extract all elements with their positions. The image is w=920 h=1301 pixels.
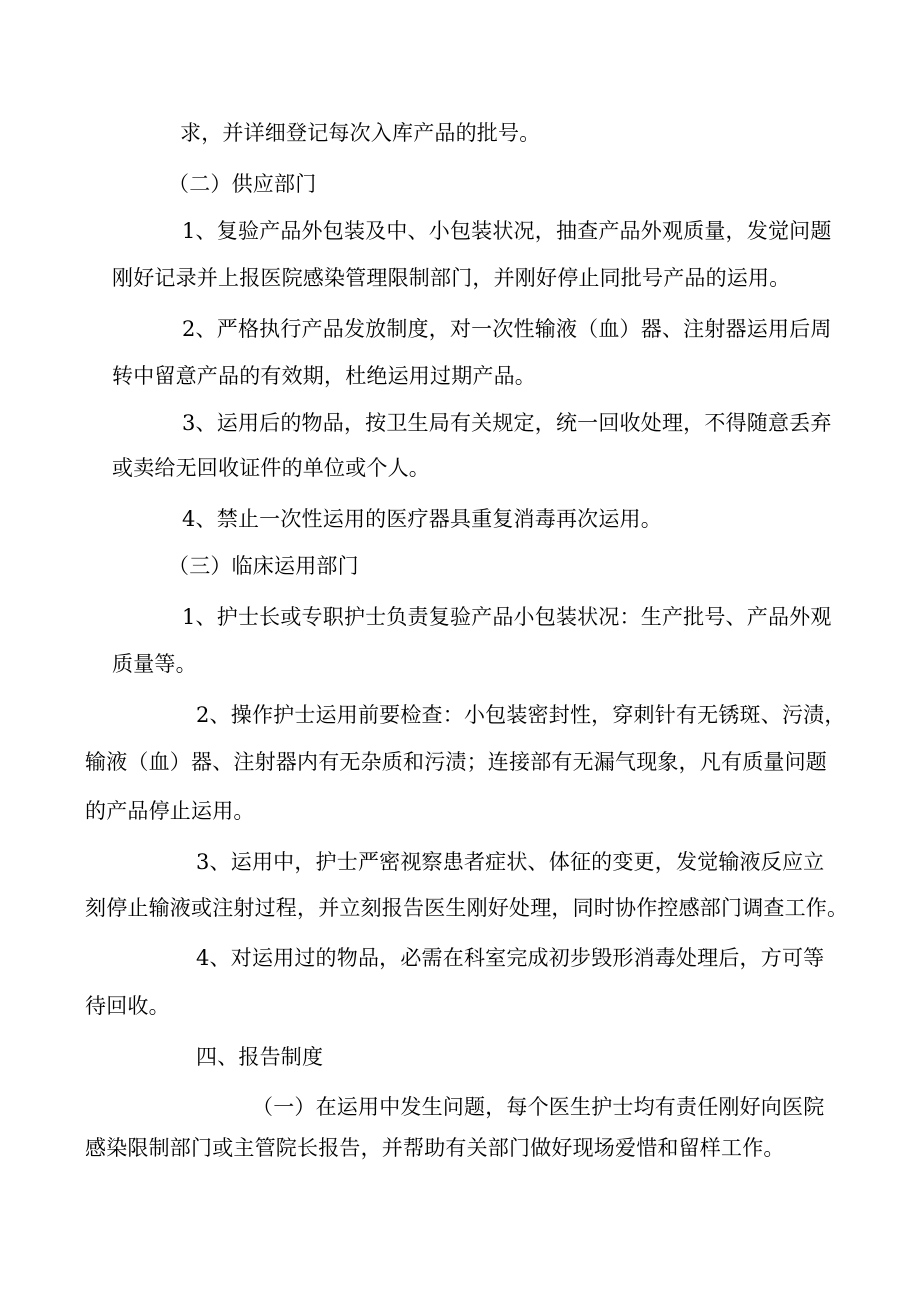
text-line: 刻停止输液或注射过程，并立刻报告医生刚好处理，同时协作控感部门调查工作。 [85,896,849,920]
text-line: 4、禁止一次性运用的医疗器具重复消毒再次运用。 [182,507,662,531]
text-line: 转中留意产品的有效期，杜绝运用过期产品。 [112,364,536,388]
text-line: 待回收。 [85,994,170,1018]
section-heading: （二）供应部门 [168,172,317,196]
section-heading: （三）临床运用部门 [168,554,359,578]
text-line: 3、运用后的物品，按卫生局有关规定，统一回收处理，不得随意丢弃 [182,411,832,435]
section-heading: 四、报告制度 [196,1045,324,1069]
text-line: 质量等。 [112,652,197,676]
text-line: 刚好记录并上报医院感染管理限制部门，并刚好停止同批号产品的运用。 [112,266,791,290]
text-line: 3、运用中，护士严密视察患者症状、体征的变更，发觉输液反应立 [196,850,825,874]
text-line: 4、对运用过的物品，必需在科室完成初步毁形消毒处理后，方可等 [196,946,825,970]
text-line: 1、复验产品外包装及中、小包装状况，抽查产品外观质量，发觉问题 [182,219,832,243]
text-line: 感染限制部门或主管院长报告，并帮助有关部门做好现场爱惜和留样工作。 [85,1136,785,1160]
text-line: 的产品停止运用。 [85,799,255,823]
text-line: 1、护士长或专职护士负责复验产品小包装状况：生产批号、产品外观 [182,605,832,629]
text-line: 2、严格执行产品发放制度，对一次性输液（血）器、注射器运用后周 [182,317,832,341]
text-line: 求，并详细登记每次入库产品的批号。 [180,121,541,145]
text-line: 2、操作护士运用前要检查：小包装密封性，穿刺针有无锈斑、污渍， [196,703,846,727]
text-line: （一）在运用中发生问题，每个医生护士均有责任刚好向医院 [252,1095,825,1119]
text-line: 或卖给无回收证件的单位或个人。 [112,456,430,480]
text-line: 输液（血）器、注射器内有无杂质和污渍；连接部有无漏气现象，凡有质量问题 [85,750,827,774]
